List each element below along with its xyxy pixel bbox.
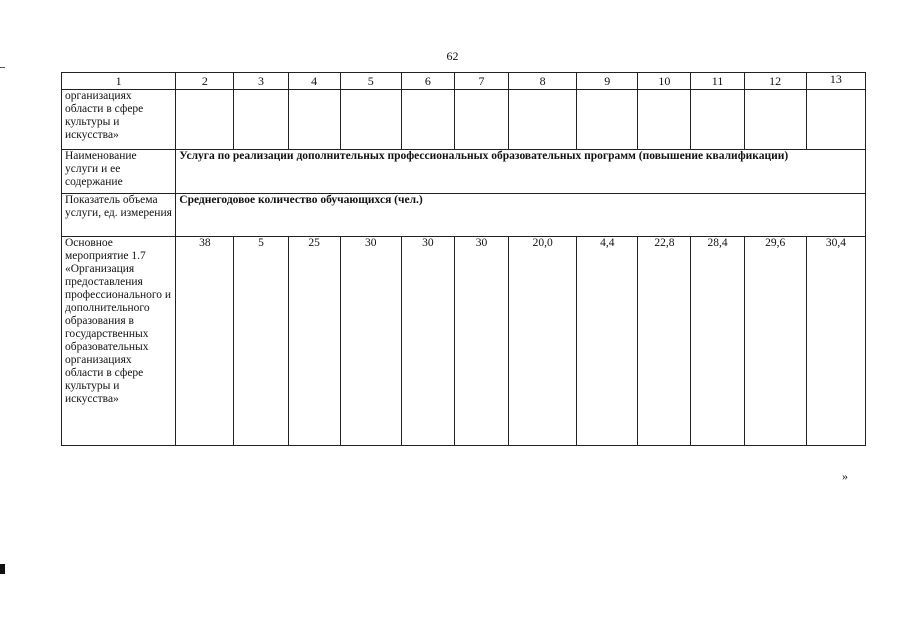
header-cell: 13 bbox=[806, 73, 865, 90]
header-cell: 3 bbox=[234, 73, 288, 90]
empty-cell bbox=[577, 90, 638, 150]
empty-cell bbox=[454, 90, 508, 150]
empty-cell bbox=[234, 90, 288, 150]
scan-edge-tick bbox=[0, 67, 5, 68]
value-cell: 25 bbox=[288, 237, 340, 446]
header-cell: 10 bbox=[638, 73, 691, 90]
value-cell: 30 bbox=[340, 237, 401, 446]
row-label: организациях области в сфере культуры и искусства» bbox=[62, 90, 176, 150]
value-cell: 30 bbox=[454, 237, 508, 446]
empty-cell bbox=[288, 90, 340, 150]
header-row bbox=[62, 73, 866, 90]
page-number: 62 bbox=[446, 49, 459, 63]
header-cell: 12 bbox=[744, 73, 806, 90]
header-cell: 6 bbox=[401, 73, 454, 90]
row-label: Показатель объема услуги, ед. измерения bbox=[62, 194, 176, 237]
value-cell: 38 bbox=[176, 237, 234, 446]
value-cell: 28,4 bbox=[691, 237, 744, 446]
header-cell: 1 bbox=[62, 73, 176, 90]
header-cell: 11 bbox=[691, 73, 744, 90]
main-activity-row bbox=[62, 237, 866, 446]
header-cell: 9 bbox=[577, 73, 638, 90]
indicators-table bbox=[61, 72, 866, 446]
empty-cell bbox=[509, 90, 577, 150]
value-cell: 22,8 bbox=[638, 237, 691, 446]
value-cell: 30,4 bbox=[806, 237, 865, 446]
header-cell: 7 bbox=[454, 73, 508, 90]
value-cell: 4,4 bbox=[577, 237, 638, 446]
header-cell: 5 bbox=[340, 73, 401, 90]
header-cell: 2 bbox=[176, 73, 234, 90]
scan-edge-mark bbox=[0, 564, 5, 574]
value-cell: 20,0 bbox=[509, 237, 577, 446]
closing-quote: » bbox=[842, 469, 848, 483]
volume-indicator-value: Среднегодовое количество обучающихся (чел.) bbox=[176, 194, 866, 237]
volume-indicator-row bbox=[62, 194, 866, 237]
value-cell: 29,6 bbox=[744, 237, 806, 446]
service-name-row bbox=[62, 150, 866, 194]
service-name-value: Услуга по реализации дополнительных профессиональных образовательных программ (повышение квалификации) bbox=[176, 150, 866, 194]
value-cell: 5 bbox=[234, 237, 288, 446]
empty-cell bbox=[744, 90, 806, 150]
empty-cell bbox=[806, 90, 865, 150]
header-cell: 4 bbox=[288, 73, 340, 90]
empty-cell bbox=[638, 90, 691, 150]
continuation-row bbox=[62, 90, 866, 150]
value-cell: 30 bbox=[401, 237, 454, 446]
row-label: Наименование услуги и ее содержание bbox=[62, 150, 176, 194]
empty-cell bbox=[401, 90, 454, 150]
empty-cell bbox=[176, 90, 234, 150]
header-cell: 8 bbox=[509, 73, 577, 90]
row-label: Основное мероприятие 1.7 «Организация предоставления профессионального и дополнительного образования в государственных образовательных организациях области в сфере культуры и искусства» bbox=[62, 237, 176, 446]
empty-cell bbox=[340, 90, 401, 150]
empty-cell bbox=[691, 90, 744, 150]
